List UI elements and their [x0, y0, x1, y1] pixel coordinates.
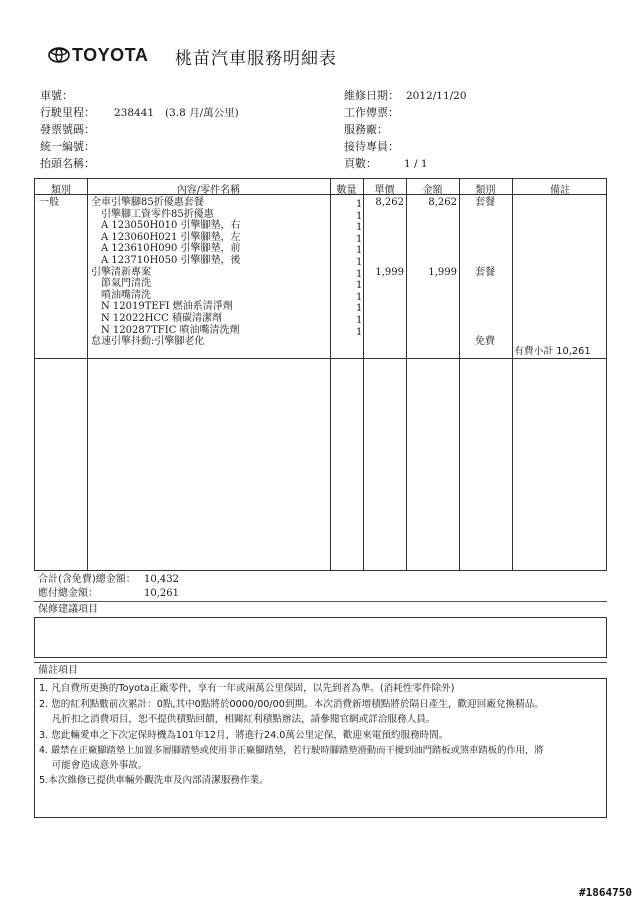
- document-id-stamp: #1864750: [579, 886, 632, 899]
- tax-id-label: 統一編號：: [40, 140, 95, 153]
- notes-box: [34, 678, 607, 818]
- divider: [34, 662, 607, 663]
- quantity-cell: 1: [356, 280, 363, 292]
- amount-cell: 8,262: [428, 197, 457, 208]
- item-row: 全車引擎腳85折優惠套餐: [91, 197, 204, 208]
- buyer-name-label: 抬頭名稱：: [40, 157, 95, 170]
- work-order-label: 工作傳票：: [344, 106, 399, 119]
- page-title: 桃苗汽車服務明細表: [175, 49, 337, 69]
- payable-label: 應付總金額：: [38, 588, 98, 599]
- type-cell: 套餐: [475, 266, 495, 278]
- advisor-label: 接待專員：: [344, 140, 399, 153]
- quantity-cell: 1: [356, 245, 363, 257]
- item-row: A 123710H050 引擎腳墊，後: [91, 255, 241, 266]
- item-row: 引擎清新專案: [91, 266, 151, 278]
- note-line: 5.本次維修已提供車輛外觀洗車及內部清潔服務作業。: [39, 775, 269, 786]
- mileage-value: 238441: [114, 107, 155, 119]
- table-section-divider: [35, 358, 606, 359]
- divider: [34, 601, 607, 602]
- mileage-extra: (3.8 月/萬公里): [165, 107, 239, 119]
- type-cell: 免費: [475, 336, 495, 348]
- item-row: N 12022HCC 積碳清潔劑: [91, 313, 222, 324]
- page-count-label: 頁數：: [344, 157, 377, 170]
- quantity-cell: 1: [356, 257, 363, 268]
- col-amount: 金額: [422, 185, 443, 196]
- note-line: 凡折扣之消費項目，恕不提供積點回饋，相關紅利積點辦法，請參閱官網或詳洽服務人員。: [39, 714, 436, 725]
- col-divider: [363, 179, 364, 570]
- note-line: 1. 凡自費所更換的Toyota正廠零件，享有一年或兩萬公里保固，以先到者為準。(消耗性零件除外): [39, 683, 455, 694]
- toyota-emblem-icon: [48, 47, 70, 63]
- col-divider: [330, 179, 331, 570]
- service-plant-label: 服務廠：: [344, 123, 388, 136]
- note-line: 2. 您的紅利點數前次累計：0點,其中0點將於0000/00/00到期。本次消費新增積點將於隔日產生，歡迎回廠兌換精品。: [39, 699, 544, 710]
- item-row: N 12019TEFI 燃油系清淨劑: [91, 301, 233, 313]
- col-description: 內容/零件名稱: [176, 185, 241, 196]
- unit-price-cell: 1,999: [375, 266, 404, 278]
- quantity-cell: 1: [356, 315, 363, 326]
- payable-value: 10,261: [144, 588, 179, 599]
- quantity-cell: 1: [356, 291, 363, 303]
- item-row: A 123060H021 引擎腳墊，左: [91, 231, 241, 243]
- maintenance-title: 保修建議項目: [38, 604, 98, 615]
- quantity-cell: 1: [356, 199, 363, 210]
- amount-cell: 1,999: [428, 266, 457, 278]
- brand-name: TOYOTA: [72, 45, 149, 65]
- item-row: 節氣門清洗: [91, 278, 151, 290]
- category-value: 一般: [39, 197, 59, 208]
- note-line: 4. 嚴禁在正廠腳踏墊上加置多層腳踏墊或使用非正廠腳踏墊，若行駛時腳踏墊滑動而干擾到油門踏板或煞車踏板的作用，將: [39, 745, 544, 756]
- col-divider: [87, 179, 88, 570]
- quantity-cell: 1: [356, 326, 363, 338]
- item-row: 怠速引擎抖動:引擎腳老化: [91, 336, 205, 348]
- quantity-cell: 1: [356, 268, 363, 280]
- col-divider: [512, 179, 513, 570]
- page-count-value: 1 / 1: [404, 158, 428, 170]
- repair-date-value: 2012/11/20: [406, 90, 467, 102]
- col-quantity: 數量: [336, 185, 357, 196]
- invoice-label: 發票號碼：: [40, 123, 95, 136]
- quantity-cell: 1: [356, 233, 363, 245]
- quantity-cell: 1: [356, 303, 363, 315]
- maintenance-box: [34, 617, 607, 658]
- col-remarks: 備註: [550, 185, 570, 196]
- mileage-label: 行駛里程：: [40, 106, 95, 119]
- quantity-cell: 1: [356, 222, 363, 234]
- repair-date-label: 維修日期：: [344, 89, 399, 102]
- item-row: A 123050H010 引擎腳墊，右: [91, 220, 241, 232]
- type-cell: 套餐: [475, 197, 495, 208]
- plate-label: 車號：: [40, 89, 73, 102]
- item-row: 噴油嘴清洗: [91, 289, 151, 301]
- notes-title: 備註項目: [38, 665, 78, 676]
- total-value: 10,432: [144, 574, 179, 585]
- col-category: 類別: [51, 185, 71, 196]
- unit-price-cell: 8,262: [375, 197, 404, 208]
- item-row: A 123610H090 引擎腳墊，前: [91, 243, 241, 255]
- col-divider: [406, 179, 407, 570]
- item-row: 引擎腳工資零件85折優惠: [91, 208, 214, 220]
- item-row: N 120287TFIC 噴油嘴清洗劑: [91, 324, 240, 336]
- note-line: 可能會造成意外事故。: [39, 760, 148, 771]
- quantity-cell: 1: [356, 210, 363, 222]
- service-table: [34, 178, 607, 571]
- col-type: 類別: [475, 185, 496, 196]
- note-line: 3. 您此輛愛車之下次定保時機為101年12月，將進行24.0萬公里定保，歡迎來電預約服務時間。: [39, 730, 449, 741]
- col-unit-price: 單價: [374, 185, 395, 196]
- col-divider: [459, 179, 460, 570]
- total-label: 合計(含免費)總金額：: [38, 574, 136, 585]
- subtotal: 有費小計 10,261: [514, 346, 591, 357]
